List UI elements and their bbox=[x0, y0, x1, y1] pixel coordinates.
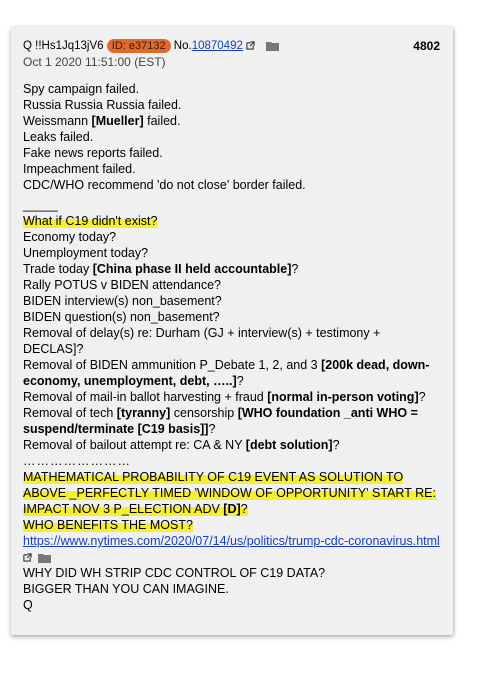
external-link-icon[interactable] bbox=[23, 553, 32, 562]
text-line bbox=[23, 517, 443, 533]
text-line: Unemployment today? bbox=[23, 246, 149, 260]
folder-icon[interactable] bbox=[38, 553, 51, 563]
highlighted-text: WHO BENEFITS THE MOST? bbox=[23, 518, 193, 532]
post-number-link[interactable]: 10870492 bbox=[191, 40, 243, 52]
text-line: Removal of delay(s) re: Durham (GJ + interview(s) + testimony + DECLAS]? bbox=[23, 326, 381, 356]
text-line: Removal of BIDEN ammunition P_Debate 1, 2, and 3 [200k dead, down-economy, unemployment, debt, …..]? bbox=[23, 358, 430, 388]
highlighted-text: MATHEMATICAL PROBABILITY OF C19 EVENT AS SOLUTION TO ABOVE _PERFECTLY TIMED 'WINDOW OF OPPORTUNITY' START RE: IMPACT NOV 3 P_ELECTION ADV [D]? bbox=[23, 470, 436, 516]
url-line bbox=[23, 533, 443, 565]
text-line: Russia Russia Russia failed. bbox=[23, 98, 182, 112]
text-line bbox=[23, 213, 443, 229]
post-date: Oct 1 2020 11:51:00 (EST) bbox=[23, 55, 166, 69]
signature: Q bbox=[23, 598, 33, 612]
text-line: Spy campaign failed. bbox=[23, 82, 140, 96]
folder-icon[interactable] bbox=[266, 41, 279, 51]
id-badge[interactable]: ID: e37132 bbox=[107, 39, 171, 53]
text-line: CDC/WHO recommend 'do not close' border failed. bbox=[23, 178, 306, 192]
tripcode: !!Hs1Jq13jV6 bbox=[35, 40, 104, 52]
text-line: Fake news reports failed. bbox=[23, 146, 163, 160]
text-line: Leaks failed. bbox=[23, 130, 94, 144]
separator: _____ bbox=[23, 198, 58, 212]
text-line: Removal of bailout attempt re: CA & NY [debt solution]? bbox=[23, 438, 340, 452]
separator: …………………… bbox=[23, 454, 131, 468]
poster-name: Q bbox=[23, 40, 32, 52]
text-line: Removal of mail-in ballot harvesting + fraud [normal in-person voting]? bbox=[23, 390, 426, 404]
text-line: Weissmann [Mueller] failed. bbox=[23, 114, 181, 128]
post-body bbox=[23, 81, 443, 613]
text-line: BIGGER THAN YOU CAN IMAGINE. bbox=[23, 582, 229, 596]
text-line: WHY DID WH STRIP CDC CONTROL OF C19 DATA? bbox=[23, 566, 326, 580]
highlighted-text: What if C19 didn't exist? bbox=[23, 214, 158, 228]
text-line: Impeachment failed. bbox=[23, 162, 136, 176]
text-line: Economy today? bbox=[23, 230, 117, 244]
article-link[interactable]: https://www.nytimes.com/2020/07/14/us/politics/trump-cdc-coronavirus.html bbox=[23, 534, 440, 548]
post-card bbox=[11, 27, 453, 635]
post-header bbox=[23, 39, 279, 53]
post-number-prefix: No. bbox=[173, 40, 192, 52]
drop-number: 4802 bbox=[413, 39, 440, 53]
text-line: BIDEN interview(s) non_basement? bbox=[23, 294, 222, 308]
text-line: Removal of tech [tyranny] censorship [WHO foundation _anti WHO = suspend/terminate [C19 basis]]? bbox=[23, 406, 418, 436]
external-link-icon[interactable] bbox=[246, 41, 255, 50]
text-line: Trade today [China phase II held accountable]? bbox=[23, 262, 299, 276]
text-line: Rally POTUS v BIDEN attendance? bbox=[23, 278, 221, 292]
text-line: BIDEN question(s) non_basement? bbox=[23, 310, 220, 324]
